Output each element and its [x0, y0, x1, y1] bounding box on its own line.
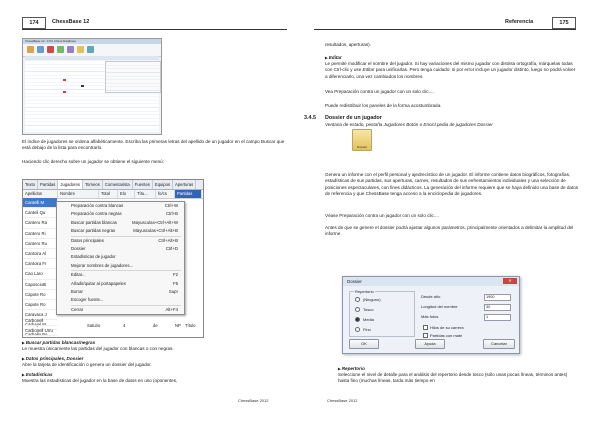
- column-focs[interactable]: fo/cs: [156, 190, 175, 198]
- left-footer: ChessBase 2012: [238, 398, 269, 403]
- radio-coarse[interactable]: Tosco: [355, 307, 373, 312]
- table-row[interactable]: Caposciutti: [23, 280, 57, 290]
- dossier-dialog: [342, 276, 520, 354]
- screenshot1-marker: [63, 79, 66, 81]
- tab-fuentes[interactable]: Fuentes: [133, 180, 153, 189]
- item-title-dossier: ▶Datos principales, Dossier: [22, 356, 84, 361]
- dossier-icon-label: Dossier: [356, 145, 368, 149]
- player-context-menu: [56, 201, 185, 315]
- tab-aperturas[interactable]: Aperturas: [173, 180, 196, 189]
- table-row[interactable]: Cantelli M: [23, 198, 57, 208]
- column-total[interactable]: Total: [99, 190, 118, 198]
- dossier-icon[interactable]: [352, 129, 372, 151]
- item-title-search: ▶Buscar partidas blancas/negras: [22, 340, 96, 345]
- intro-paragraph: El índice de jugadores se ordena alfabéticamente. Escriba las primeras letras del apellido de un jugador en el campo Buscar que está debajo de la lista para encontrarlo.: [22, 139, 285, 151]
- redefine-text: Puede redistribuir los paneles de la forma acostumbrada.: [325, 103, 442, 108]
- column-elo[interactable]: Elo: [118, 190, 135, 198]
- help-button[interactable]: Ayuda: [415, 339, 445, 349]
- mate-checkbox[interactable]: Partidas con mate: [423, 333, 462, 338]
- section-title: Dossier de un jugador: [325, 115, 382, 121]
- menu-intro-paragraph: Haciendo clic derecho sobre un jugador se obtiene el siguiente menú:: [22, 159, 164, 164]
- triangle-bullet-icon: ▶: [22, 373, 25, 377]
- triangle-bullet-icon: ▶: [338, 367, 341, 371]
- table-row[interactable]: Cao Laro: [23, 269, 57, 279]
- screenshot1-titlebar: ChessBase 12 - Fritz Chess Database: [23, 39, 161, 44]
- checkbox-icon: [423, 333, 428, 338]
- radio-icon: [355, 307, 360, 312]
- continued-text: resultados, aperturas).: [325, 42, 371, 47]
- screenshot1-marker: [63, 91, 66, 93]
- table-row[interactable]: Carbonell Urru: [23, 326, 57, 336]
- dossier-prep-text: Véase Preparación contra un jugador con un solo clic....: [325, 213, 439, 218]
- table-row[interactable]: Cantero Ru: [23, 239, 57, 249]
- player-tabbar: [23, 180, 203, 190]
- dialog-titlebar: [343, 277, 519, 286]
- menu-item-close[interactable]: Cerrar Alt+F4: [71, 306, 178, 312]
- section-path: Ventana de estado, pestaña Jugadores Botón o Encicl.pedia de jugadores Dossier: [325, 122, 493, 127]
- repertorio-title: ▶Repertorio: [338, 366, 365, 371]
- tab-comentarista[interactable]: Comentarista: [103, 180, 133, 189]
- dialog-title: Dossier: [347, 279, 362, 284]
- field-label-year: Desde año: [421, 294, 441, 299]
- table-row[interactable]: Cantero Ra: [23, 218, 57, 228]
- right-header-title: Referencia: [505, 19, 534, 25]
- menu-item-dossier[interactable]: Dossier Ctrl+D: [71, 245, 178, 251]
- photos-input[interactable]: 1: [484, 314, 511, 321]
- checkbox-icon: [423, 325, 428, 330]
- tab-equipos[interactable]: Equipos: [153, 180, 173, 189]
- context-menu-screenshot: [22, 179, 204, 338]
- table-row[interactable]: Cantoira Al: [23, 249, 57, 259]
- table-row[interactable]: Capote Ro: [23, 290, 57, 300]
- radio-selected-icon: [355, 317, 360, 322]
- menu-item-main-data[interactable]: Datos principales Ctrl+Alt+B: [71, 237, 178, 243]
- radio-fine[interactable]: Fino: [355, 327, 371, 332]
- menu-item-player-stats[interactable]: Estadísticas de jugador: [71, 254, 116, 260]
- radio-icon: [355, 327, 360, 332]
- item-title-stats: ▶Estadísticas: [22, 372, 53, 377]
- left-header-title: ChessBase 12: [52, 19, 90, 25]
- repertorio-group: [349, 291, 415, 337]
- menu-item-search-black[interactable]: Buscar partidas negras Mayusculas+Ctrl+Alt+B: [71, 228, 178, 234]
- table-row[interactable]: Capote Ro: [23, 300, 57, 310]
- tab-partidas[interactable]: Partidas: [38, 180, 58, 189]
- prep-text: Vea Preparación contra un jugador con un solo clic....: [325, 89, 434, 94]
- year-input[interactable]: 1900: [484, 294, 511, 301]
- radio-medium[interactable]: Media: [355, 317, 374, 322]
- repertorio-text: Seleccione el nivel de detalle para el análisis del repertorio desde tosco (sólo unas pocas líneas, términos antes) hasta fino (muchas líneas, tarda más tiempo en: [338, 372, 568, 384]
- item-text-dossier: Abre la tarjeta de identificación o genera un dossier del jugador.: [22, 362, 152, 367]
- screenshot1-marker: [81, 85, 84, 87]
- tab-texto[interactable]: Texto: [23, 180, 38, 189]
- table-row[interactable]: Carbajal M: [23, 320, 57, 330]
- dossier-paragraph: Genera un informe con el perfil personal y ajedrecístico de un jugador. El informe contiene datos biográficos, fotografías, estadísticas de sus partidas, sus aperturas, carnes, resultados de sus enfrentamientos individuales y una selección de posiciones espectaculares, con fines didácticos. La generación del informe requiere que se haya definido una base de datos de referencia y que ChessBase tenga acceso a la enciclopedia de jugadores.: [325, 172, 579, 196]
- dossier-before-text: Antes de que se genere el dossier podrá ajustar algunos parámetros, principalmente orientados a delimitar la amplitud del informe.: [325, 225, 574, 237]
- length-input[interactable]: 30: [484, 304, 511, 311]
- bottom-row-value: de: [153, 323, 158, 328]
- table-row[interactable]: Cantoira Fr: [23, 259, 57, 269]
- table-row[interactable]: Carbonell: [23, 316, 57, 326]
- close-icon[interactable]: ✕: [503, 278, 517, 284]
- screenshot1-tabs: [25, 56, 159, 60]
- editar-text: Le permite modificar el nombre del jugador. Si hay variaciones del mismo jugador con distinta ortografía, márquelas todas con Ctrl-clic y use Editar para unificarlas. Pero tenga cuidado: si por error incluye un jugador distinto, luego no podrá volver a diferenciarlo, una vez cambiados los nombres.: [325, 61, 576, 79]
- bottom-row-tag1: NP: [175, 323, 181, 328]
- bottom-row-name: Saturio: [87, 323, 101, 328]
- bottom-table-row: [57, 322, 203, 329]
- tab-jugadores[interactable]: Jugadores: [58, 180, 83, 189]
- right-page: [300, 0, 600, 424]
- bottom-row-tag2: Título: [185, 323, 196, 328]
- column-apellidos[interactable]: Apellidos: [23, 190, 58, 198]
- field-label-length: Longitud del nombre: [421, 304, 458, 309]
- ok-button[interactable]: OK: [349, 339, 379, 349]
- table-row[interactable]: Canteli Qu: [23, 208, 57, 218]
- radio-none[interactable]: (Ninguno): [355, 297, 381, 302]
- menu-item-prep-black[interactable]: Preparación contra negras Ctrl+B: [71, 211, 178, 217]
- section-number: 3.4.5: [304, 115, 316, 121]
- right-footer: ChessBase 2012: [327, 398, 358, 403]
- radio-icon: [355, 297, 360, 302]
- column-titulo[interactable]: Títu...: [135, 190, 156, 198]
- item-text-search: Le muestra únicamente las partidas del jugador con blancas o con negras.: [22, 346, 174, 351]
- column-partidas[interactable]: Partidas: [175, 190, 202, 198]
- table-row[interactable]: Cantero Ri: [23, 229, 57, 239]
- triangle-bullet-icon: ▶: [22, 357, 25, 361]
- group-label: Repertorio: [355, 289, 374, 294]
- tab-torneos[interactable]: Torneos: [83, 180, 103, 189]
- right-header-rule: [314, 29, 576, 30]
- menu-item-prep-white[interactable]: Preparación contra blancas Ctrl+W: [71, 203, 178, 208]
- right-page-number: 175: [552, 17, 576, 29]
- table-row[interactable]: Carballo Bo: [23, 330, 57, 338]
- menu-item-improve-names[interactable]: Mejorar nombres de jugadores...: [71, 262, 134, 268]
- career-checkbox[interactable]: Hilos de su carrera: [423, 325, 464, 330]
- table-row[interactable]: Caravaca J: [23, 310, 57, 320]
- field-label-photos: Más fotos: [421, 314, 439, 319]
- screenshot1-side-pane: [105, 61, 161, 93]
- menu-item-font[interactable]: Escoger fuente...: [71, 297, 104, 303]
- triangle-bullet-icon: ▶: [22, 341, 25, 345]
- player-rows-bottom: [23, 316, 57, 336]
- menu-item-edit[interactable]: Editar... F2: [71, 272, 178, 278]
- cancel-button[interactable]: Cancelar: [483, 339, 515, 349]
- bottom-row-count: 4: [123, 323, 126, 328]
- left-page-number: 174: [22, 17, 46, 29]
- menu-item-search-white[interactable]: Buscar partidas blancas Mayusculas+Ctrl+Alt+W: [71, 219, 178, 225]
- triangle-bullet-icon: ▶: [325, 56, 328, 60]
- menu-item-clipboard[interactable]: Añadir/quitar al portapapeles F5: [71, 280, 178, 286]
- editar-title: ▶Editar: [325, 55, 342, 60]
- item-text-stats: Muestra las estadísticas del jugador en la base de datos en uso (oponentes,: [22, 378, 178, 383]
- left-header-rule: [22, 29, 287, 30]
- column-nombre[interactable]: Nombre: [58, 190, 99, 198]
- chessbase-main-screenshot: [22, 38, 162, 135]
- menu-item-delete[interactable]: Borrar Supr: [71, 288, 178, 294]
